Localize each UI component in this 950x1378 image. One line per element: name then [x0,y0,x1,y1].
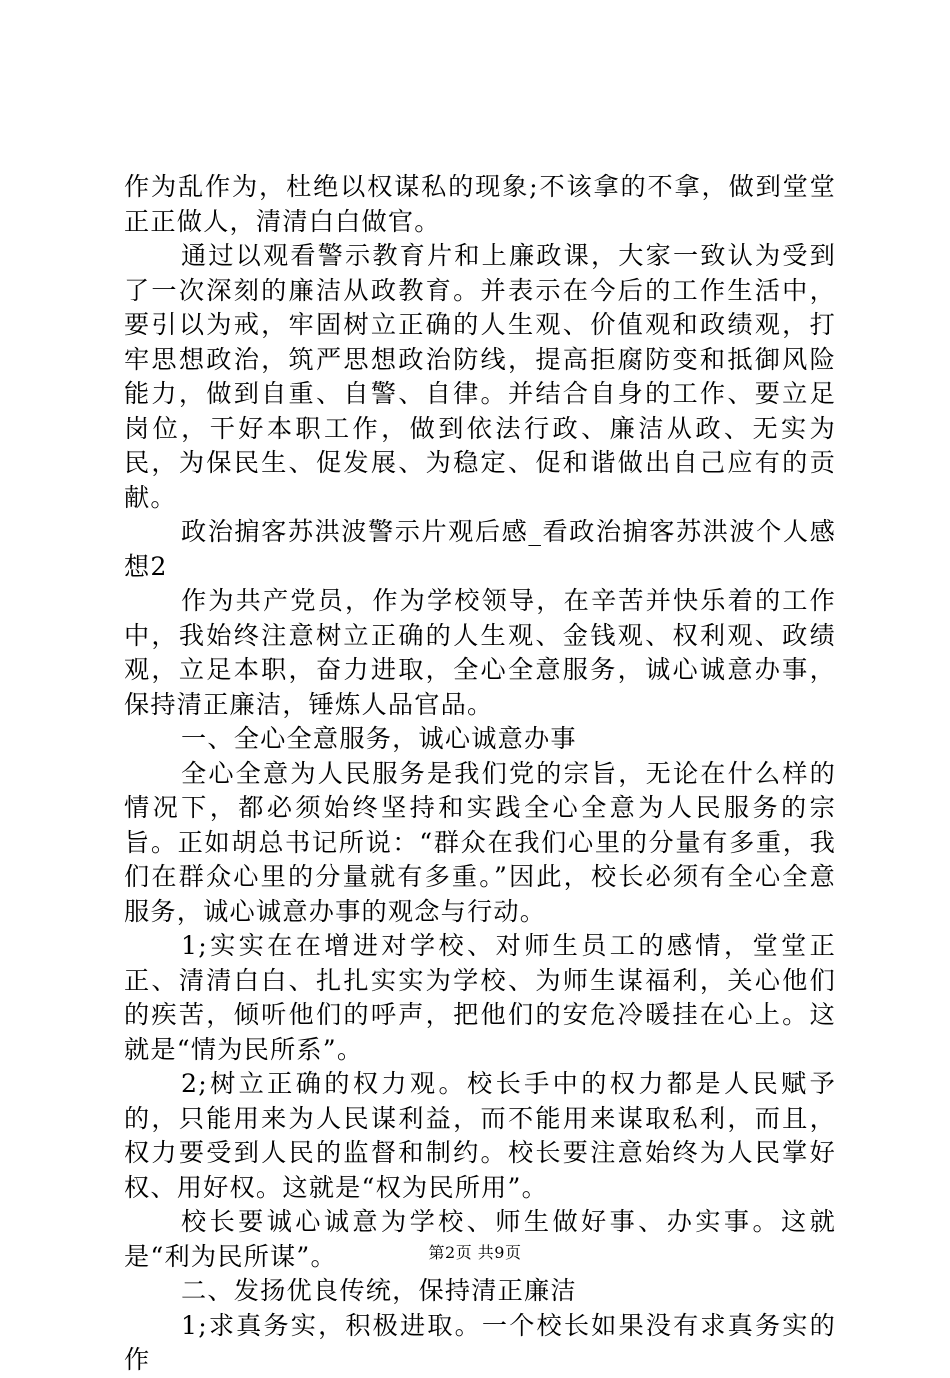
heading-1: 一、全心全意服务，诚心诚意办事 [181,724,577,753]
paragraph-8: 1;求真务实，积极进取。一个校长如果没有求真务实的作 [124,1310,836,1374]
paragraph-7: 校长要诚心诚意为学校、师生做好事、办实事。这就是“利为民所谋”。 [124,1207,836,1271]
page-number: 第2页 共9页 [428,1243,522,1262]
paragraph-3: 作为共产党员，作为学校领导，在辛苦并快乐着的工作中，我始终注意树立正确的人生观、金钱观、权利观、政绩观，立足本职，奋力进取，全心全意服务，诚心诚意办事，保持清正廉洁，锤炼人品官品。 [124,586,836,719]
paragraph-2: 通过以观看警示教育片和上廉政课，大家一致认为受到了一次深刻的廉洁从政教育。并表示在今后的工作生活中，要引以为戒，牢固树立正确的人生观、价值观和政绩观，打牢思想政治，筑严思想政治防线，提高拒腐防变和抵御风险能力，做到自重、自警、自律。并结合自身的工作、要立足岗位，干好本职工作，做到依法行政、廉洁从政、无实为民，为保民生、促发展、为稳定、促和谐做出自己应有的贡献。 [124,241,836,512]
paragraph-4: 全心全意为人民服务是我们党的宗旨，无论在什么样的情况下，都必须始终坚持和实践全心全意为人民服务的宗旨。正如胡总书记所说：“群众在我们心里的分量有多重，我们在群众心里的分量就有多重。”因此，校长必须有全心全意服务，诚心诚意办事的观念与行动。 [124,758,836,926]
heading-2: 二、发扬优良传统，保持清正廉洁 [181,1276,577,1305]
paragraph-1: 作为乱作为，杜绝以权谋私的现象;不该拿的不拿，做到堂堂正正做人，清清白白做官。 [124,172,836,236]
paragraph-6: 2;树立正确的权力观。校长手中的权力都是人民赋予的，只能用来为人民谋利益，而不能用来谋取私利，而且，权力要受到人民的监督和制约。校长要注意始终为人民掌好权、用好权。这就是“权为民所用”。 [124,1069,836,1202]
section-title: 政治掮客苏洪波警示片观后感_看政治掮客苏洪波个人感想2 [124,517,836,581]
paragraph-5: 1;实实在在增进对学校、对师生员工的感情，堂堂正正、清清白白、扎扎实实为学校、为师生谋福利，关心他们的疾苦，倾听他们的呼声，把他们的安危冷暖挂在心上。这就是“情为民所系”。 [124,931,836,1064]
document-body [124,170,836,1378]
